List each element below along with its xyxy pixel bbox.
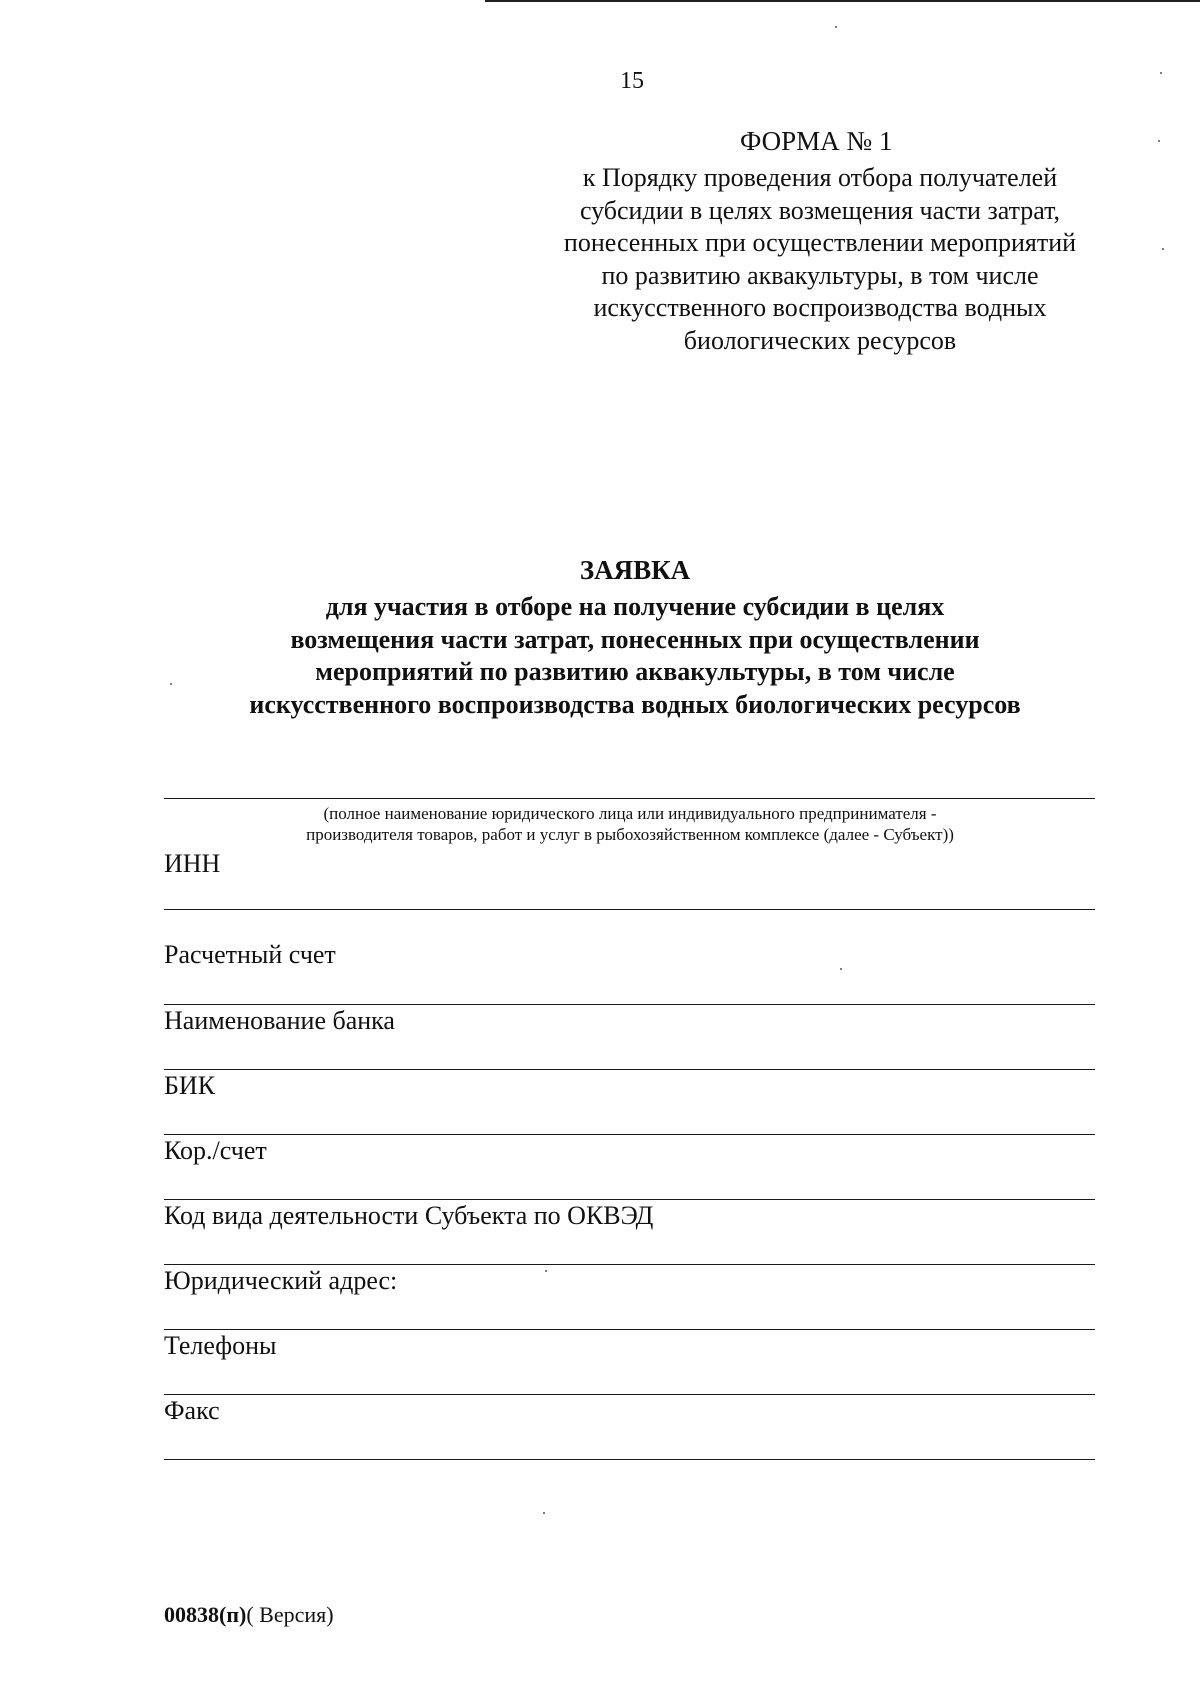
field-line-corr-account[interactable] (164, 1199, 1095, 1200)
application-title: ЗАЯВКА (579, 555, 691, 585)
field-label-inn: ИНН (164, 849, 221, 878)
application-title-line: искусственного воспроизводства водных биологических ресурсов (249, 689, 1021, 719)
scan-speck (1160, 72, 1162, 74)
form-subtitle-line: по развитию аквакультуры, в том числе (601, 260, 1039, 290)
entity-caption-line: (полное наименование юридического лица или индивидуального предпринимателя - (323, 804, 937, 823)
scan-speck (840, 968, 842, 970)
form-subtitle (535, 162, 1105, 357)
field-label-fax: Факс (164, 1396, 220, 1425)
form-subtitle-line: биологических ресурсов (683, 325, 957, 355)
field-label-account: Расчетный счет (164, 940, 336, 969)
field-label-phones: Телефоны (164, 1331, 277, 1360)
footer-code: 00838(п) (164, 1602, 247, 1627)
application-title-block (190, 552, 1080, 721)
field-line-fax[interactable] (164, 1459, 1095, 1460)
scan-speck (1158, 140, 1160, 142)
form-subtitle-line: искусственного воспроизводства водных (593, 293, 1047, 322)
entity-caption-line: производителя товаров, работ и услуг в рыбохозяйственном комплексе (далее - Субъект)) (306, 825, 954, 844)
field-line-okved[interactable] (164, 1264, 1095, 1265)
entity-name-line[interactable] (164, 798, 1095, 799)
field-line-account[interactable] (164, 1004, 1095, 1005)
scan-speck (170, 683, 172, 685)
form-subtitle-line: понесенных при осуществлении мероприятий (563, 228, 1077, 257)
field-line-phones[interactable] (164, 1394, 1095, 1395)
scan-speck (545, 1270, 547, 1272)
application-title-line: мероприятий по развитию аквакультуры, в том числе (315, 657, 955, 686)
entity-name-caption (200, 803, 1060, 845)
application-title-line: для участия в отборе на получение субсидии в целях (325, 592, 945, 621)
application-title-line: возмещения части затрат, понесенных при осуществлении (290, 624, 980, 654)
field-line-legal-address[interactable] (164, 1329, 1095, 1330)
footer-version: ( Версия) (246, 1602, 334, 1627)
field-label-legal-address: Юридический адрес: (164, 1266, 398, 1295)
top-edge-rule (485, 0, 1200, 2)
field-line-inn[interactable] (164, 909, 1095, 910)
field-line-bik[interactable] (164, 1134, 1095, 1135)
footer-document-code (164, 1602, 334, 1628)
scan-speck (835, 26, 837, 28)
field-label-corr-account: Кор./счет (164, 1136, 267, 1165)
scan-speck (543, 1512, 545, 1514)
form-subtitle-line: к Порядку проведения отбора получателей (582, 163, 1058, 192)
form-subtitle-line: субсидии в целях возмещения части затрат, (579, 195, 1061, 225)
field-line-bank-name[interactable] (164, 1069, 1095, 1070)
page-number: 15 (620, 68, 644, 94)
field-label-bik: БИК (164, 1071, 216, 1100)
scan-speck (1162, 248, 1164, 250)
field-label-okved: Код вида деятельности Субъекта по ОКВЭД (164, 1201, 654, 1230)
field-label-bank-name: Наименование банка (164, 1006, 395, 1035)
form-heading: ФОРМА № 1 (740, 126, 893, 156)
